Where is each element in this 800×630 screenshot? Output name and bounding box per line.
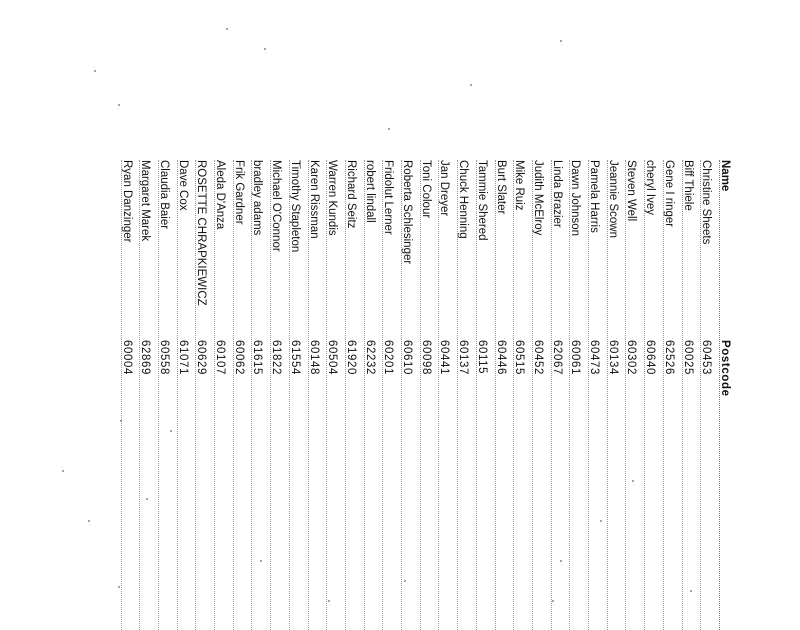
scan-speck: [470, 84, 472, 86]
row-postcode: 60446: [494, 340, 507, 375]
row-divider: [476, 160, 477, 630]
row-divider: [513, 160, 514, 630]
row-name: Gene I ringer: [662, 160, 675, 228]
table-row: [603, 160, 622, 630]
row-name: Claudia Baier: [158, 160, 170, 230]
scan-speck: [260, 560, 262, 562]
scan-speck: [88, 520, 90, 522]
row-divider: [121, 160, 122, 630]
row-postcode: 60134: [606, 340, 619, 375]
row-divider: [457, 160, 458, 630]
row-name: Aleda D'Anza: [214, 160, 227, 230]
row-name: robert lindall: [363, 160, 376, 223]
scan-speck: [600, 520, 602, 522]
scan-speck: [118, 104, 120, 106]
table-row: [472, 160, 491, 630]
row-divider: [139, 160, 140, 630]
table-row: [641, 160, 660, 630]
row-divider: [439, 160, 440, 630]
row-divider: [532, 160, 533, 630]
row-postcode: 61071: [176, 340, 189, 375]
table-row: [566, 160, 585, 630]
row-divider: [626, 160, 627, 630]
row-postcode: 60107: [214, 340, 227, 375]
row-divider: [233, 160, 234, 630]
row-name: Biff Thiele: [681, 160, 694, 211]
table-row: [341, 160, 360, 630]
row-divider: [700, 160, 701, 630]
row-divider: [252, 160, 253, 630]
scan-speck: [404, 580, 406, 582]
table-row: [491, 160, 510, 630]
rotated-document-page: [62, 160, 734, 630]
row-postcode: 60004: [120, 340, 133, 375]
row-divider: [644, 160, 645, 630]
row-postcode: 60062: [232, 340, 245, 375]
row-postcode: 61920: [345, 340, 357, 375]
row-name: bradley adams: [251, 160, 264, 236]
row-name: Margaret Marek: [139, 160, 152, 242]
row-name: cheryl Ivey: [644, 160, 657, 215]
row-divider: [364, 160, 365, 630]
row-divider: [495, 160, 496, 630]
row-postcode: 60441: [438, 340, 451, 375]
row-postcode: 60452: [532, 340, 544, 375]
table-row: [360, 160, 379, 630]
table-row: [267, 160, 286, 630]
row-name: Steven Well: [625, 160, 638, 222]
table-row: [584, 160, 603, 630]
table-row: [192, 160, 211, 630]
row-divider: [719, 160, 720, 630]
row-postcode: 61615: [251, 340, 264, 375]
scan-speck: [94, 70, 96, 72]
row-name: Christine Sheets: [700, 160, 713, 245]
row-divider: [420, 160, 421, 630]
row-name: Frik Gardner: [232, 160, 245, 225]
row-postcode: 62232: [363, 340, 376, 375]
row-divider: [326, 160, 327, 630]
scan-speck: [226, 28, 228, 30]
row-postcode: 60640: [644, 340, 657, 375]
scan-speck: [264, 48, 266, 50]
row-name: Judith McElroy: [532, 160, 544, 236]
row-divider: [588, 160, 589, 630]
row-postcode: 60115: [475, 340, 488, 375]
table-row: [173, 160, 192, 630]
row-name: Mike Ruiz: [513, 160, 526, 211]
table-row: [678, 160, 697, 630]
row-name: Tammie Shered: [475, 160, 488, 241]
row-divider: [177, 160, 178, 630]
row-divider: [345, 160, 346, 630]
row-postcode: 60137: [457, 340, 470, 375]
row-divider: [382, 160, 383, 630]
scan-speck: [328, 600, 330, 602]
row-divider: [195, 160, 196, 630]
table-row: [304, 160, 323, 630]
row-postcode: 60302: [625, 340, 638, 375]
row-name: Fridolut Lerner: [382, 160, 395, 235]
table-row: [248, 160, 267, 630]
row-postcode: 60061: [569, 340, 582, 375]
table-row: [323, 160, 342, 630]
scan-speck: [388, 128, 390, 130]
row-name: Michael O'Connor: [270, 160, 283, 252]
table-row: [210, 160, 229, 630]
scan-speck: [632, 480, 634, 482]
scan-speck: [552, 600, 554, 602]
scan-speck: [62, 470, 64, 472]
row-postcode: 61822: [270, 340, 283, 375]
row-name: Dawn Johnson: [569, 160, 582, 237]
row-name: Roberta Schlesinger: [401, 160, 414, 265]
scan-speck: [146, 498, 148, 500]
table-row: [659, 160, 678, 630]
row-divider: [289, 160, 290, 630]
row-postcode: 60558: [158, 340, 170, 375]
row-divider: [308, 160, 309, 630]
table-header-row: [715, 160, 734, 630]
row-divider: [569, 160, 570, 630]
scan-speck: [118, 586, 120, 588]
row-name: ROSETTE CHRAPKIEWICZ: [195, 160, 208, 306]
row-name: Dave Cox: [176, 160, 189, 211]
row-name: Karen Rissman: [307, 160, 320, 239]
row-postcode: 60098: [419, 340, 432, 375]
row-name: Toni Colour: [419, 160, 432, 219]
table-row: [397, 160, 416, 630]
row-name: Richard Seitz: [345, 160, 357, 229]
row-name: Pamela Harris: [588, 160, 601, 233]
row-postcode: 60453: [700, 340, 713, 375]
table-row: [622, 160, 641, 630]
table-row: [528, 160, 547, 630]
row-postcode: 62526: [662, 340, 675, 375]
row-name: Jeannie Scown: [606, 160, 619, 238]
row-postcode: 61554: [288, 340, 301, 375]
table-row: [454, 160, 473, 630]
scan-speck: [120, 420, 122, 422]
table-row: [154, 160, 173, 630]
table-row: [510, 160, 529, 630]
scan-speck: [690, 590, 692, 592]
table-row: [379, 160, 398, 630]
row-postcode: 60148: [307, 340, 320, 375]
row-postcode: 62067: [550, 340, 563, 375]
table-row: [285, 160, 304, 630]
row-name: Linda Brazier: [550, 160, 563, 228]
table-row: [136, 160, 155, 630]
row-postcode: 60504: [326, 340, 339, 375]
header-name: Name: [719, 160, 731, 192]
scan-speck: [170, 430, 172, 432]
row-divider: [682, 160, 683, 630]
row-divider: [158, 160, 159, 630]
scan-speck: [560, 560, 562, 562]
row-postcode: 60025: [681, 340, 694, 375]
row-divider: [214, 160, 215, 630]
table-row: [117, 160, 136, 630]
header-postcode: Postcode: [719, 340, 731, 397]
table-row: [547, 160, 566, 630]
row-postcode: 60610: [401, 340, 414, 375]
row-name: Ryan Danzinger: [120, 160, 133, 243]
row-postcode: 62869: [139, 340, 152, 375]
row-name: Burt Slater: [494, 160, 507, 215]
row-name: Chuck Henning: [457, 160, 470, 239]
row-divider: [551, 160, 552, 630]
row-divider: [607, 160, 608, 630]
row-postcode: 60201: [382, 340, 395, 375]
row-name: Timothy Stapleton: [288, 160, 301, 253]
table-row: [229, 160, 248, 630]
row-divider: [663, 160, 664, 630]
row-divider: [401, 160, 402, 630]
row-postcode: 60629: [195, 340, 208, 375]
row-name: Jan Dreyer: [438, 160, 451, 217]
table-row: [435, 160, 454, 630]
row-postcode: 60473: [588, 340, 601, 375]
row-name: Warren Kundis: [326, 160, 339, 236]
table-row: [697, 160, 716, 630]
row-postcode: 60515: [513, 340, 526, 375]
row-divider: [270, 160, 271, 630]
scan-speck: [560, 40, 562, 42]
table-row: [416, 160, 435, 630]
